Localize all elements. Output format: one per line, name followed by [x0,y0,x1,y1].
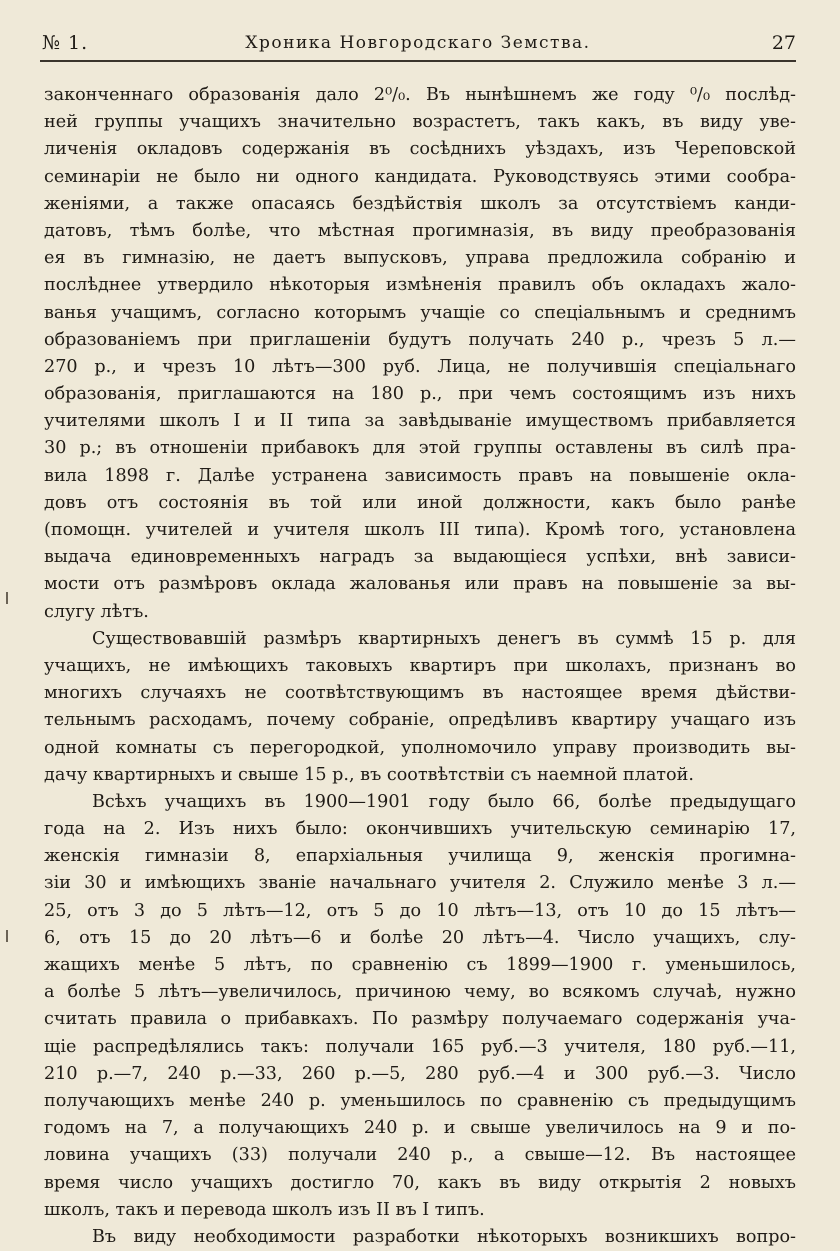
running-title: Хроника Новгородскаго Земства. [245,33,591,53]
text-line: женіями, а также опасаясь бездѣйствія школъ за отсутствіемъ канди- [44,193,796,214]
page-header [40,32,796,58]
text-line: мости отъ размѣровъ оклада жалованья или правъ на повышеніе за вы- [44,574,796,595]
text-line: 30 р.; въ отношеніи прибавокъ для этой группы оставлены въ силѣ пра- [44,438,796,459]
text-line: школъ, такъ и перевода школъ изъ II въ I типъ. [44,1199,485,1220]
text-line: зіи 30 и имѣющихъ званіе начальнаго учителя 2. Служило менѣе 3 л.— [44,873,796,894]
text-line: (помощн. учителей и учителя школъ III типа). Кромѣ того, установлена [44,520,796,540]
text-line: ней группы учащихъ значительно возрастетъ, такъ какъ, въ виду уве- [44,112,796,133]
text-line: 6, отъ 15 до 20 лѣтъ—6 и болѣе 20 лѣтъ—4. Число учащихъ, слу- [44,927,796,948]
text-line: вила 1898 г. Далѣе устранена зависимость правъ на повышеніе окла- [44,465,796,486]
text-line: ея въ гимназію, не даетъ выпусковъ, управа предложила собранію и [44,248,796,269]
page-number: 27 [771,32,796,54]
text-line: ловина учащихъ (33) получали 240 р., а свыше—12. Въ настоящее [44,1145,796,1166]
text-line: датовъ, тѣмъ болѣе, что мѣстная прогимназія, въ виду преобразованія [44,220,796,241]
text-line: ванья учащимъ, согласно которымъ учащіе со спеціальнымъ и среднимъ [44,302,796,323]
text-line: тельнымъ расходамъ, почему собраніе, опредѣливъ квартиру учащаго изъ [44,710,796,731]
text-line: послѣднее утвердило нѣкоторыя измѣненія правилъ объ окладахъ жало- [44,275,796,296]
margin-mark [6,592,8,604]
text-line: года на 2. Изъ нихъ было: окончившихъ учительскую семинарію 17, [44,819,796,840]
header-rule [40,60,796,62]
text-line: образованія, приглашаются на 180 р., при чемъ состоящимъ изъ нихъ [44,384,796,405]
text-line: время число учащихъ достигло 70, какъ въ виду открытія 2 новыхъ [44,1172,796,1193]
text-line: многихъ случаяхъ не соотвѣтствующимъ въ настоящее время дѣйстви- [44,683,796,704]
text-line: Существовавшій размѣръ квартирныхъ денегъ въ суммѣ 15 р. для [92,628,796,649]
issue-number: № 1. [42,32,89,54]
text-line: одной комнаты съ перегородкой, уполномочило управу производить вы- [44,737,796,758]
text-line: щіе распредѣлялись такъ: получали 165 руб.—3 учителя, 180 руб.—11, [44,1036,796,1057]
text-line: слугу лѣтъ. [44,601,149,622]
text-line: законченнаго образованія дало 2⁰/₀. Въ нынѣшнемъ же году ⁰/₀ послѣд- [44,85,796,105]
text-line: а болѣе 5 лѣтъ—увеличилось, причиною чему, во всякомъ случаѣ, нужно [44,982,796,1003]
text-line: личенія окладовъ содержанія въ сосѣднихъ уѣздахъ, изъ Череповской [44,139,796,160]
text-line: довъ отъ состоянія въ той или иной должности, какъ было ранѣе [44,492,796,513]
body-text [44,82,796,1251]
text-line: образованіемъ при приглашеніи будутъ получать 240 р., чрезъ 5 л.— [44,329,796,350]
text-line: 25, отъ 3 до 5 лѣтъ—12, отъ 5 до 10 лѣтъ—13, отъ 10 до 15 лѣтъ— [44,900,796,921]
text-line: семинаріи не было ни одного кандидата. Руководствуясь этими сообра- [44,166,796,187]
text-line: дачу квартирныхъ и свыше 15 р., въ соотвѣтствіи съ наемной платой. [44,764,694,785]
text-line: получающихъ менѣе 240 р. уменьшилось по сравненію съ предыдущимъ [44,1090,796,1111]
text-line: учащихъ, не имѣющихъ таковыхъ квартиръ при школахъ, признанъ во [44,655,796,676]
text-line: считать правила о прибавкахъ. По размѣру получаемаго содержанія уча- [44,1009,796,1030]
text-line: Всѣхъ учащихъ въ 1900—1901 году было 66, болѣе предыдущаго [92,791,796,812]
text-line: 270 р., и чрезъ 10 лѣтъ—300 руб. Лица, не получившія спеціальнаго [44,356,796,377]
text-line: Въ виду необходимости разработки нѣкоторыхъ возникшихъ вопро- [92,1226,796,1247]
text-line: 210 р.—7, 240 р.—33, 260 р.—5, 280 руб.—4 и 300 руб.—3. Число [44,1063,796,1084]
text-line: женскія гимназіи 8, епархіальныя училища 9, женскія прогимна- [44,846,796,867]
text-line: выдача единовременныхъ наградъ за выдающіеся успѣхи, внѣ зависи- [44,547,796,568]
margin-mark [6,930,8,942]
text-line: годомъ на 7, а получающихъ 240 р. и свыше увеличилось на 9 и по- [44,1118,796,1139]
text-line: учителями школъ I и II типа за завѣдываніе имуществомъ прибавляется [44,411,796,432]
text-line: жащихъ менѣе 5 лѣтъ, по сравненію съ 1899—1900 г. уменьшилось, [44,955,796,975]
